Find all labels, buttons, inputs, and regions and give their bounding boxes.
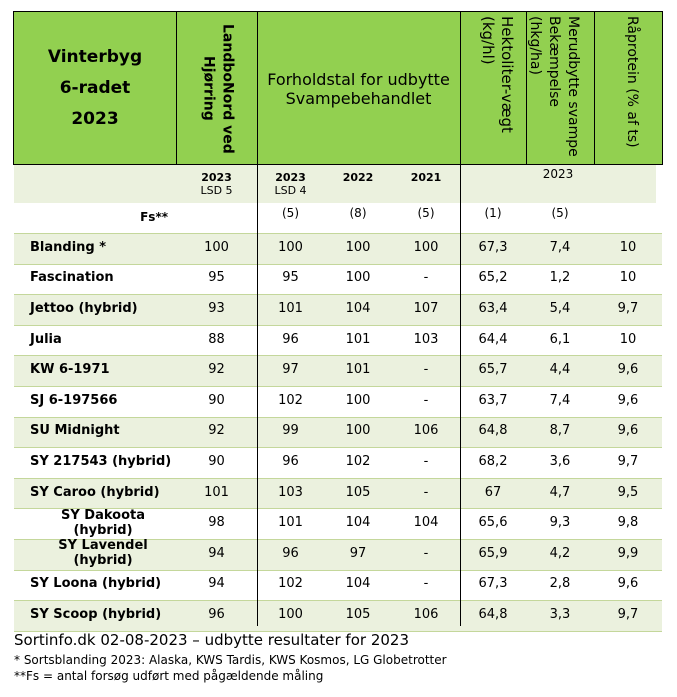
row-value: 104 — [345, 300, 371, 316]
row-value: 10 — [619, 239, 637, 255]
row-value: 9,3 — [549, 515, 571, 531]
subheader-c1 — [176, 165, 257, 203]
row-value: 9,6 — [617, 392, 639, 408]
row-value: 102 — [345, 453, 371, 469]
row-value: 100 — [345, 392, 371, 408]
row-value: - — [423, 392, 429, 408]
footer-source: Sortinfo.dk 02-08-2023 – udbytte resultater for 2023 — [14, 631, 409, 649]
row-value: 98 — [208, 515, 225, 531]
row-value: 96 — [282, 545, 299, 561]
row-value: 100 — [278, 606, 303, 622]
table-title — [14, 12, 176, 165]
subheader-c1-lsd: LSD 5 — [200, 184, 233, 197]
subheader-c2 — [257, 165, 324, 203]
divider-after-title — [176, 11, 177, 165]
row-value: 95 — [282, 270, 299, 286]
row-value: 65,6 — [478, 515, 508, 531]
row-value: 64,8 — [478, 423, 508, 439]
row-variety-name: Fascination — [30, 270, 114, 286]
divider-after-merudbytte — [594, 11, 595, 165]
header-top-border — [14, 11, 663, 12]
row-value: 67 — [484, 484, 502, 500]
row-value: 3,3 — [549, 606, 571, 622]
header-hektoliter-text: Hektoliter-vægt (kg/hl) — [479, 16, 516, 133]
row-value: 64,4 — [478, 331, 508, 347]
row-value: 5,4 — [549, 300, 571, 316]
row-value: 9,9 — [617, 545, 639, 561]
row-value: 105 — [345, 606, 371, 622]
divider-after-landbo — [257, 11, 258, 626]
row-variety-name: SY Lavendel (hybrid) — [58, 538, 148, 569]
row-value: 1,2 — [549, 270, 571, 286]
row-value: 67,3 — [478, 239, 508, 255]
row-value: 9,7 — [617, 606, 639, 622]
row-value: 65,7 — [478, 362, 508, 378]
row-value: 68,2 — [478, 453, 508, 469]
subheader-c2-year: 2023 — [275, 171, 306, 184]
row-value: 107 — [413, 300, 439, 316]
row-value: 4,4 — [549, 362, 571, 378]
row-value: - — [423, 484, 429, 500]
row-variety-name: KW 6-1971 — [30, 362, 110, 378]
fs-label: Fs** — [140, 210, 168, 224]
header-right-border — [662, 11, 663, 165]
header-merudbytte — [526, 12, 594, 165]
row-value: 3,6 — [549, 453, 571, 469]
row-value: 92 — [208, 362, 225, 378]
row-value: 90 — [208, 453, 225, 469]
row-value: 99 — [282, 423, 299, 439]
row-variety-name: Blanding * — [30, 239, 107, 255]
row-value: 96 — [282, 453, 299, 469]
row-value: 105 — [345, 484, 371, 500]
footer-note-blend: * Sortsblanding 2023: Alaska, KWS Tardis, KWS Kosmos, LG Globetrotter — [14, 653, 447, 667]
row-value: 7,4 — [549, 392, 571, 408]
row-value: 65,2 — [478, 270, 508, 286]
row-value: - — [423, 545, 429, 561]
header-landbo — [176, 12, 257, 165]
row-value: 9,7 — [617, 453, 639, 469]
row-variety-name: SY Caroo (hybrid) — [30, 484, 160, 500]
footer-note-fs: **Fs = antal forsøg udført med pågældende måling — [14, 669, 324, 683]
row-value: 97 — [349, 545, 367, 561]
row-value: 7,4 — [549, 239, 571, 255]
row-value: 102 — [278, 392, 303, 408]
row-value: 67,3 — [478, 576, 508, 592]
row-value: 94 — [208, 545, 225, 561]
row-value: 10 — [619, 270, 637, 286]
row-value: 8,7 — [549, 423, 571, 439]
row-value: 102 — [278, 576, 303, 592]
row-value: 4,7 — [549, 484, 571, 500]
fs-c6: (5) — [551, 206, 569, 220]
subheader-right-year: 2023 — [542, 167, 574, 181]
row-value: 9,8 — [617, 515, 639, 531]
row-value: 9,5 — [617, 484, 639, 500]
row-value: 88 — [208, 331, 225, 347]
row-value: 106 — [413, 423, 439, 439]
row-value: 93 — [208, 300, 225, 316]
row-value: 92 — [208, 423, 225, 439]
fs-c5: (1) — [484, 206, 502, 220]
row-value: - — [423, 576, 429, 592]
row-value: 9,6 — [617, 423, 639, 439]
subheader-c1-year: 2023 — [201, 171, 232, 184]
row-value: 101 — [278, 515, 303, 531]
row-variety-name: SU Midnight — [30, 423, 120, 439]
row-value: 101 — [278, 300, 303, 316]
row-variety-name: SY 217543 (hybrid) — [30, 453, 172, 469]
row-value: 96 — [282, 331, 299, 347]
row-variety-name: SJ 6-197566 — [30, 392, 118, 408]
header-bottom-border — [14, 164, 663, 165]
row-variety-name: SY Scoop (hybrid) — [30, 606, 162, 622]
row-value: 100 — [345, 423, 371, 439]
row-value: 2,8 — [549, 576, 571, 592]
title-line-2: 6-radet — [59, 78, 131, 98]
subheader-c2-lsd: LSD 4 — [274, 184, 307, 197]
header-forholdstal-line-2: Svampebehandlet — [285, 88, 432, 108]
row-value: 104 — [345, 515, 371, 531]
header-raaprotein-text: Råprotein (% af ts) — [624, 16, 640, 148]
row-value: 6,1 — [549, 331, 571, 347]
fs-c1 — [176, 203, 257, 223]
fs-c4: (5) — [417, 206, 435, 220]
divider-after-2021 — [460, 11, 461, 626]
row-value: 65,9 — [478, 545, 508, 561]
row-value: 4,2 — [549, 545, 571, 561]
row-value: - — [423, 270, 429, 286]
row-value: 101 — [204, 484, 229, 500]
header-merudbytte-text: Merudbytte svampe Bekæmpelse (hkg/ha) — [527, 16, 581, 157]
row-value: 100 — [413, 239, 439, 255]
divider-after-hektoliter — [526, 11, 527, 165]
header-landbo-text: LandboNord ved Hjørring — [200, 23, 236, 154]
fs-c3: (8) — [349, 206, 367, 220]
row-value: 96 — [208, 606, 225, 622]
row-value: 63,4 — [478, 300, 508, 316]
subheader-c3: 2022 — [342, 170, 374, 184]
row-value: 103 — [413, 331, 439, 347]
title-line-1: Vinterbyg — [47, 47, 143, 67]
row-value: 100 — [204, 239, 229, 255]
row-value: 100 — [278, 239, 303, 255]
row-value: 9,7 — [617, 300, 639, 316]
row-value: 9,6 — [617, 362, 639, 378]
row-variety-name: SY Dakoota (hybrid) — [60, 507, 145, 538]
row-value: 101 — [345, 331, 371, 347]
row-value: 101 — [345, 362, 371, 378]
row-value: 95 — [208, 270, 225, 286]
header-raaprotein — [594, 12, 662, 165]
row-value: 104 — [413, 515, 439, 531]
row-variety-name: Julia — [30, 331, 62, 347]
subheader-c4: 2021 — [410, 170, 442, 184]
row-value: 100 — [345, 270, 371, 286]
row-value: 97 — [282, 362, 299, 378]
row-value: 9,6 — [617, 576, 639, 592]
row-value: 103 — [278, 484, 303, 500]
row-value: - — [423, 453, 429, 469]
row-variety-name: Jettoo (hybrid) — [30, 300, 138, 316]
row-value: 94 — [208, 576, 225, 592]
title-line-3: 2023 — [71, 109, 119, 129]
row-value: 63,7 — [478, 392, 508, 408]
row-value: 90 — [208, 392, 225, 408]
row-value: 106 — [413, 606, 439, 622]
row-value: 100 — [345, 239, 371, 255]
row-variety-name: SY Loona (hybrid) — [30, 576, 162, 592]
header-left-border — [13, 11, 14, 165]
header-forholdstal-line-1: Forholdstal for udbytte — [267, 69, 450, 89]
row-value: 64,8 — [478, 606, 508, 622]
header-forholdstal — [257, 12, 460, 165]
header-hektoliter — [460, 12, 526, 165]
row-value: 104 — [345, 576, 371, 592]
fs-c2: (5) — [282, 206, 299, 220]
row-value: 10 — [619, 331, 637, 347]
fs-c7 — [594, 203, 662, 223]
row-value: - — [423, 362, 429, 378]
